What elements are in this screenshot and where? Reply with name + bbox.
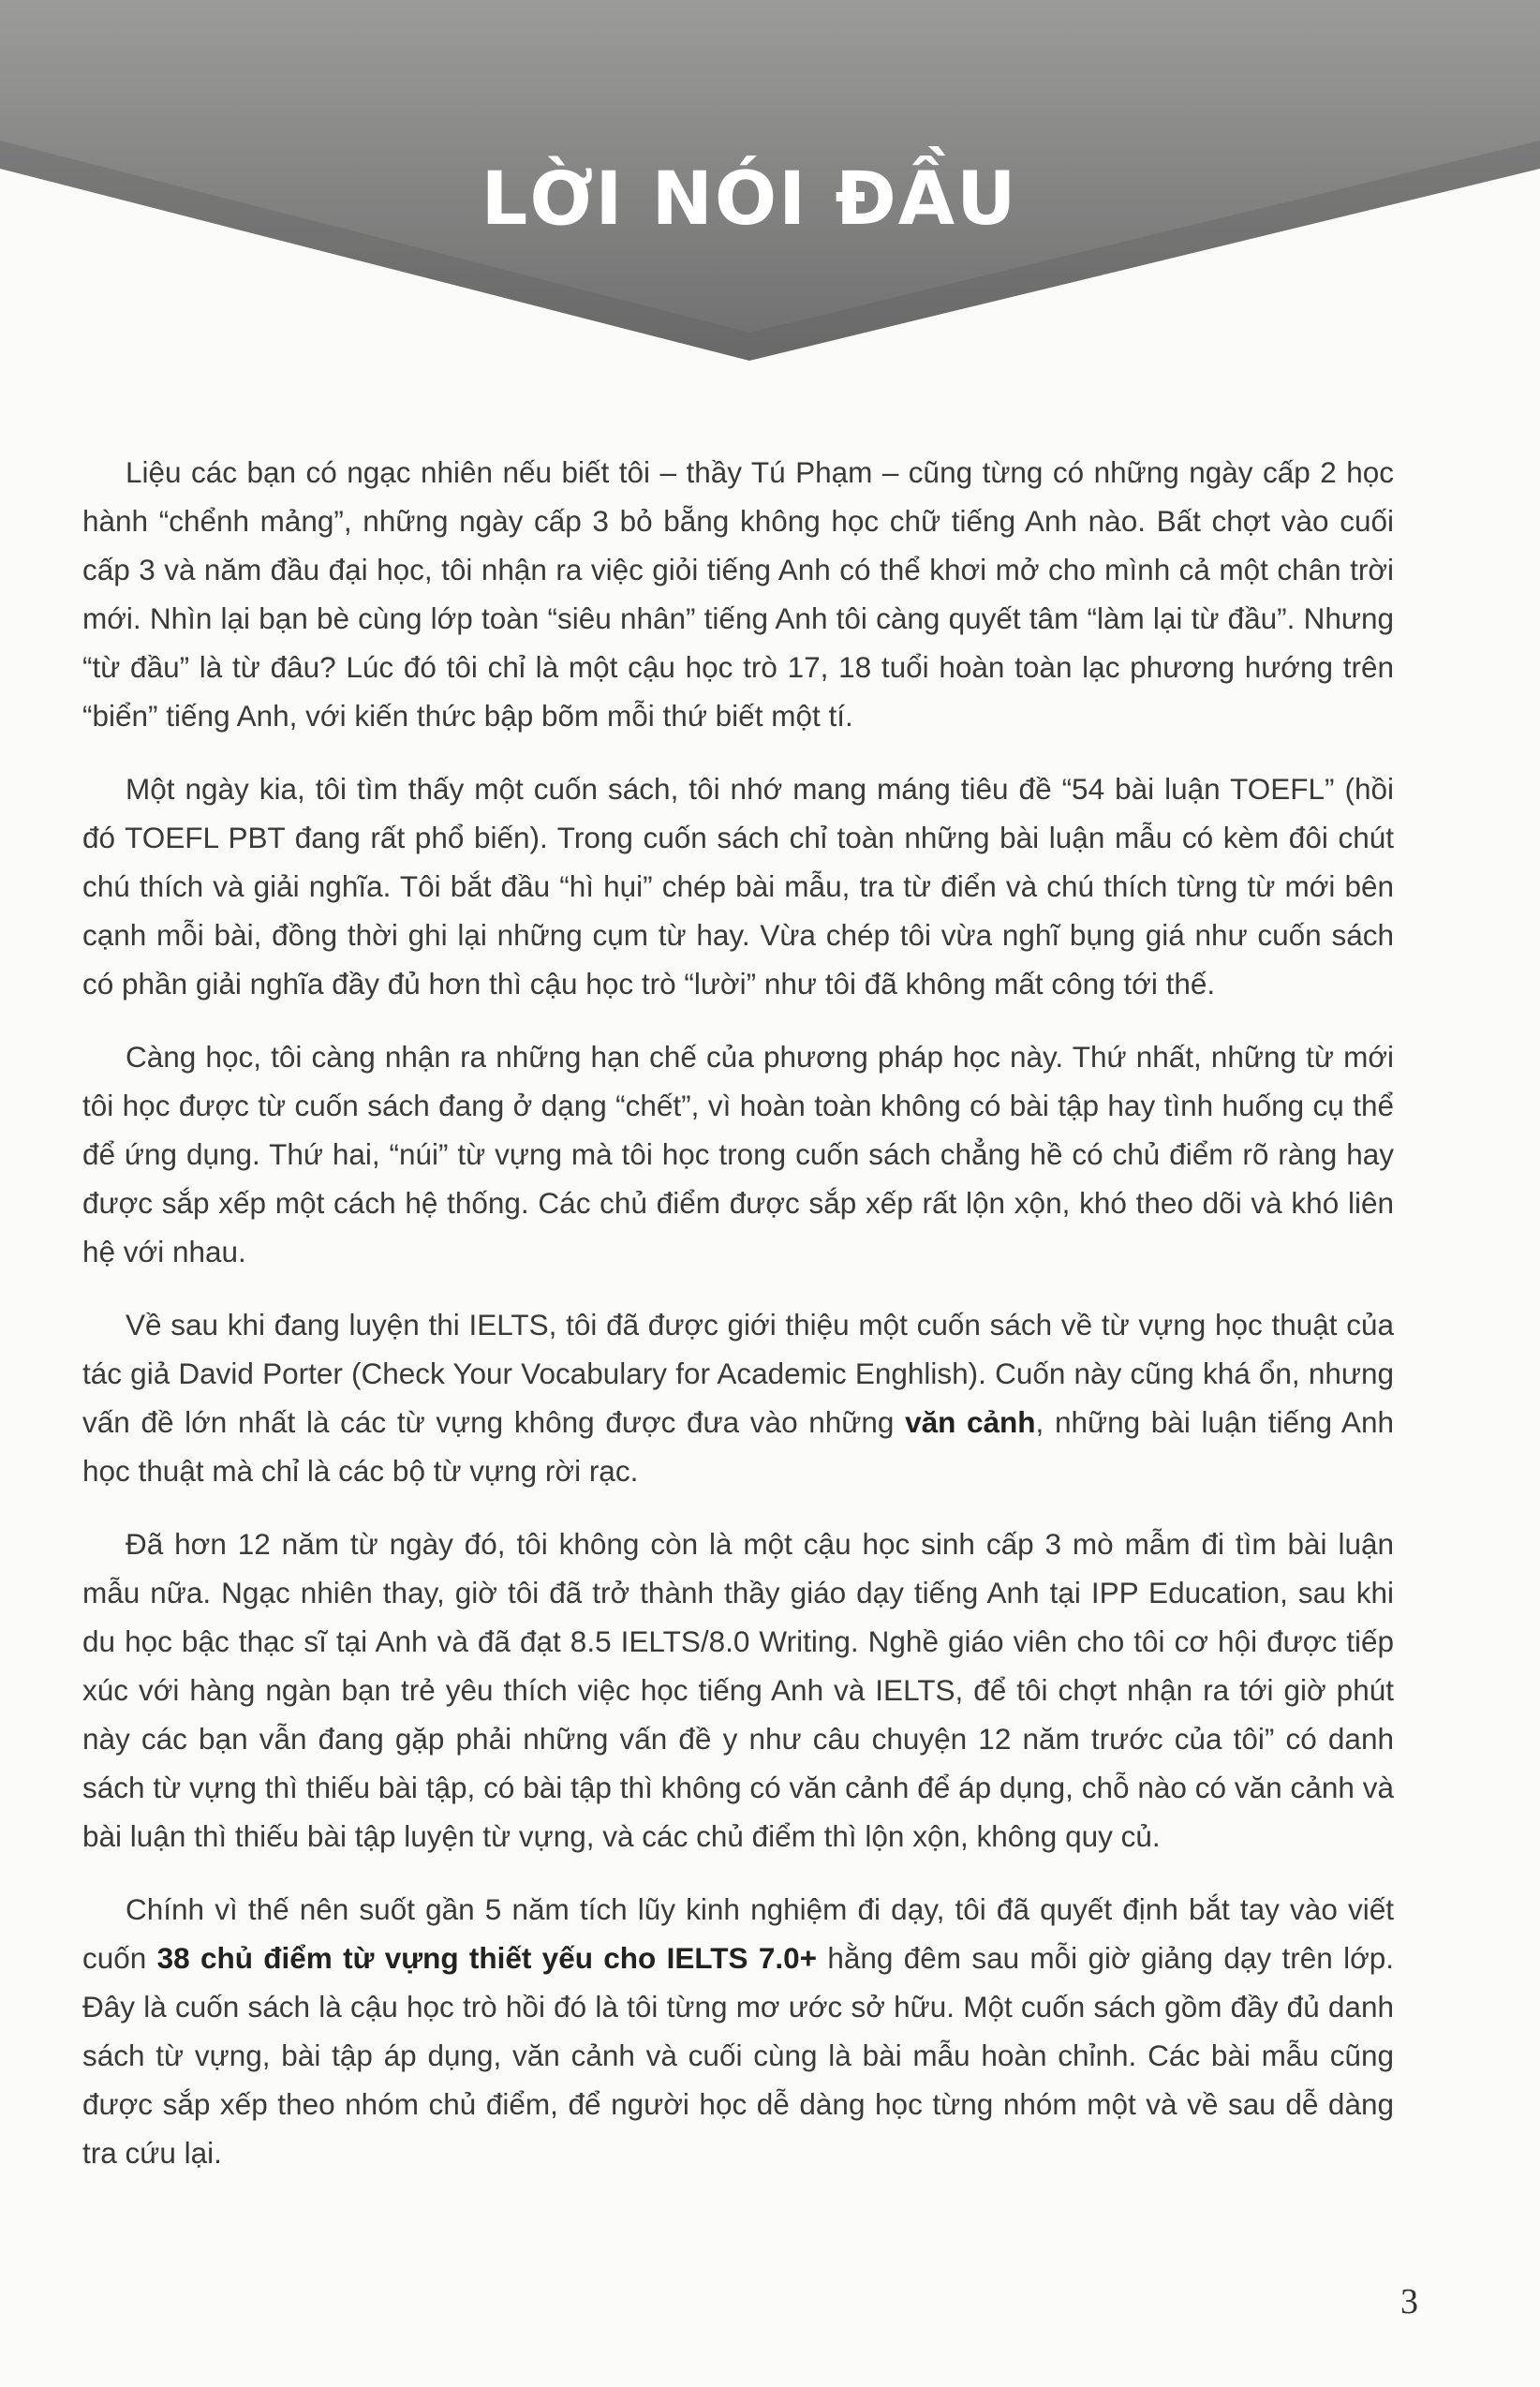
- book-title-bold: 38 chủ điểm từ vựng thiết yếu cho IELTS 7.0+: [156, 1941, 818, 1975]
- paragraph-4: [82, 1300, 1394, 1495]
- preface-body: [82, 448, 1394, 2202]
- paragraph-3: Càng học, tôi càng nhận ra những hạn chế của phương pháp học này. Thứ nhất, những từ mới tôi học được từ cuốn sách đang ở dạng “chết”, vì hoàn toàn không có bài tập hay tình huống cụ thể để ứng dụng. Thứ hai, “núi” từ vựng mà tôi học trong cuốn sách chẳng hề có chủ điểm rõ ràng hay được sắp xếp một cách hệ thống. Các chủ điểm được sắp xếp rất lộn xộn, khó theo dõi và khó liên hệ với nhau.: [82, 1040, 1394, 1268]
- paragraph-2: Một ngày kia, tôi tìm thấy một cuốn sách, tôi nhớ mang máng tiêu đề “54 bài luận TOEFL” (hồi đó TOEFL PBT đang rất phổ biến). Trong cuốn sách chỉ toàn những bài luận mẫu có kèm đôi chút chú thích và giải nghĩa. Tôi bắt đầu “hì hụi” chép bài mẫu, tra từ điển và chú thích từng từ mới bên cạnh mỗi bài, đồng thời ghi lại những cụm từ hay. Vừa chép tôi vừa nghĩ bụng giá như cuốn sách có phần giải nghĩa đầy đủ hơn thì cậu học trò “lười” như tôi đã không mất công tới thế.: [82, 772, 1394, 1001]
- page-title: LỜI NÓI ĐẦU: [481, 157, 1018, 242]
- paragraph-4-text-start: Về sau khi đang luyện thi IELTS, tôi đã được giới thiệu một cuốn sách về từ vựng học thuật của tác giả David Porter (Check Your Vocabulary for Academic Enghlish). Cuốn này cũng khá ổn, nhưng vấn đề lớn nhất là các từ vựng không được đưa vào những: [82, 1308, 1394, 1439]
- paragraph-4-text-end: , những bài luận tiếng Anh học thuật mà chỉ là các bộ từ vựng rời rạc.: [82, 1405, 1394, 1488]
- paragraph-6-text-end: hằng đêm sau mỗi giờ giảng dạy trên lớp. Đây là cuốn sách là cậu học trò hồi đó là tôi từng mơ ước sở hữu. Một cuốn sách gồm đầy đủ danh sách từ vựng, bài tập áp dụng, văn cảnh và cuối cùng là bài mẫu hoàn chỉnh. Các bài mẫu cũng được sắp xếp theo nhóm chủ điểm, để người học dễ dàng học từng nhóm một và về sau dễ dàng tra cứu lại.: [82, 1941, 1394, 2170]
- paragraph-6-text-start: Chính vì thế nên suốt gần 5 năm tích lũy kinh nghiệm đi dạy, tôi đã quyết định bắt tay vào viết cuốn: [82, 1892, 1394, 1975]
- paragraph-4-bold-phrase: văn cảnh: [905, 1405, 1036, 1439]
- paragraph-5: Đã hơn 12 năm từ ngày đó, tôi không còn là một cậu học sinh cấp 3 mò mẫm đi tìm bài luận mẫu nữa. Ngạc nhiên thay, giờ tôi đã trở thành thầy giáo dạy tiếng Anh tại IPP Education, sau khi du học bậc thạc sĩ tại Anh và đã đạt 8.5 IELTS/8.0 Writing. Nghề giáo viên cho tôi cơ hội được tiếp xúc với hàng ngàn bạn trẻ yêu thích việc học tiếng Anh và IELTS, để tôi chợt nhận ra tới giờ phút này các bạn vẫn đang gặp phải những vấn đề y như câu chuyện 12 năm trước của tôi” có danh sách từ vựng thì thiếu bài tập, có bài tập thì không có văn cảnh để áp dụng, chỗ nào có văn cảnh và bài luận thì thiếu bài tập luyện từ vựng, và các chủ điểm thì lộn xộn, không quy củ.: [82, 1527, 1394, 1853]
- page-number: 3: [1400, 2282, 1418, 2321]
- paragraph-1: Liệu các bạn có ngạc nhiên nếu biết tôi – thầy Tú Phạm – cũng từng có những ngày cấp 2 học hành “chểnh mảng”, những ngày cấp 3 bỏ bẵng không học chữ tiếng Anh nào. Bất chợt vào cuối cấp 3 và năm đầu đại học, tôi nhận ra việc giỏi tiếng Anh có thể khơi mở cho mình cả một chân trời mới. Nhìn lại bạn bè cùng lớp toàn “siêu nhân” tiếng Anh tôi càng quyết tâm “làm lại từ đầu”. Nhưng “từ đầu” là từ đâu? Lúc đó tôi chỉ là một cậu học trò 17, 18 tuổi hoàn toàn lạc phương hướng trên “biển” tiếng Anh, với kiến thức bập bõm mỗi thứ biết một tí.: [82, 455, 1394, 733]
- header-banner: [0, 0, 1540, 365]
- paragraph-6: [82, 1885, 1394, 2177]
